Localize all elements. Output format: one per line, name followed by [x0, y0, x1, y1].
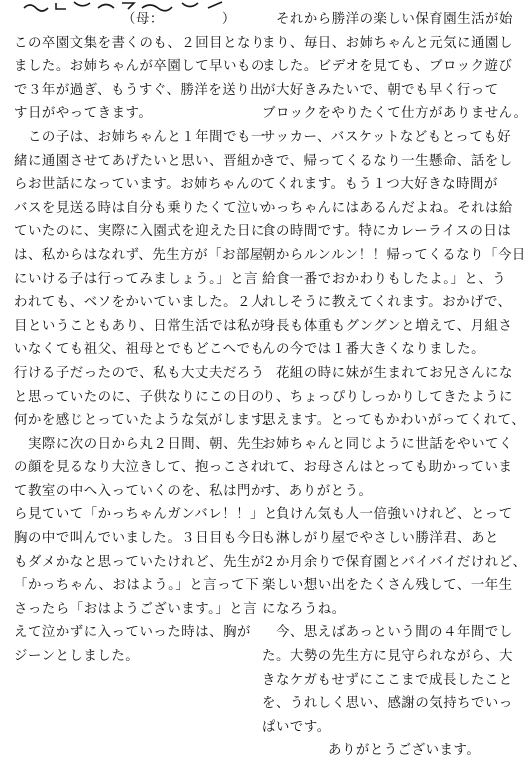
- left-column: [14, 8, 278, 669]
- text-line: になろうね。: [262, 601, 346, 617]
- text-line: てくれます。もう１つ大好きな時間が: [262, 177, 498, 193]
- text-line: り、ちょっぴりしっかりしてきたように: [262, 389, 513, 405]
- text-line: 食の時間です。特にカレーライスの日は: [262, 224, 512, 240]
- text-line: 何かを感じとっていたような気がします。: [14, 413, 278, 429]
- text-line: れて、お母さんはとっても助かっていま: [262, 460, 513, 476]
- text-line: 今、思えばあっという間の４年間でし: [262, 625, 513, 641]
- text-line: えて泣かずに入っていった時は、胸が: [14, 625, 251, 641]
- text-line: 身長も体重もグングンと増えて、月組さ: [262, 318, 513, 334]
- text-line: 思えます。とってもかわいがってくれて、: [262, 413, 526, 429]
- text-line: 花組の時に妹が生まれてお兄さんにな: [262, 365, 513, 381]
- text-line: われても、ベソをかいていました。２人: [14, 295, 265, 311]
- text-line: いなくても祖父、祖母とでもどこへでも: [14, 342, 265, 358]
- text-line: ジーンとしました。: [14, 649, 140, 665]
- text-line: ２か月余りで保育園とバイバイだけれど、: [262, 554, 527, 570]
- text-line: ました。お姉ちゃんが卒園して早いもの: [14, 59, 265, 75]
- author-suffix: ）: [221, 12, 236, 27]
- text-line: た。大勢の先生方に見守られながら、大: [262, 649, 513, 665]
- text-line: 朝からルンルン！！帰ってくるなり「今日: [262, 247, 526, 263]
- text-line: れしそうに教えてくれます。おかげで、: [262, 295, 512, 311]
- text-line: 給食一番でおかわりもしたよ。」と、う: [262, 271, 507, 287]
- text-line: が大好きみたいで、朝でも早く行って: [262, 82, 499, 98]
- closing-line: ありがとうございます。: [328, 743, 481, 759]
- text-line: は、私からはなれず、先生方が「お部屋: [14, 247, 264, 263]
- text-line: きなケガもせずにここまで成長したこと: [262, 672, 513, 688]
- text-line: も淋しがり屋でやさしい勝洋君、あと: [262, 531, 499, 547]
- text-line: ました。ビデオを見ても、ブロック遊び: [262, 59, 513, 75]
- text-line: まり、毎日、お姉ちゃんと元気に通園し: [262, 35, 513, 51]
- text-line: ぱいです。: [262, 719, 331, 735]
- text-line: す、ありがとう。: [262, 483, 373, 499]
- author-line: [14, 8, 242, 32]
- text-line: にいける子は行ってみましょう。」と言: [14, 271, 259, 287]
- text-line: ていたのに、実際に入園式を迎えた日に: [14, 224, 265, 240]
- text-line: もダメかなと思っていたけれど、先生が: [14, 554, 265, 570]
- text-line: この子は、お姉ちゃんと１年間でも一: [14, 129, 265, 145]
- text-line: かっちゃんにはあるんだよね。それは給: [262, 200, 513, 216]
- text-line: 胸の中で叫んでいました。３日目も今日: [14, 531, 265, 547]
- text-line: 負けん気も人一倍強いけれど、とって: [262, 507, 513, 523]
- text-line: お姉ちゃんと同じように世話をやいてく: [262, 436, 513, 452]
- text-line: ら見ていて「かっちゃんガンバレ！！」と: [14, 507, 278, 523]
- text-line: バスを見送る時は自分も乗りたくて泣い: [14, 200, 265, 216]
- column-divider: [248, 10, 249, 610]
- text-line: この卒園文集を書くのも、２回目となり: [14, 35, 265, 51]
- text-line: て教室の中へ入っていくのを、私は門か: [14, 483, 265, 499]
- text-line: の顔を見るなり大泣きして、抱っこされ: [14, 460, 265, 476]
- text-line: さったら「おはようございます。」と言: [14, 601, 258, 617]
- text-line: きで、帰ってくるなり一生懸命、話をし: [262, 153, 513, 169]
- text-line: 行ける子だったので、私も大丈夫だろう: [14, 365, 265, 381]
- text-line: んの今では１番大きくなりました。: [262, 342, 486, 358]
- author-prefix: （母：: [122, 12, 164, 27]
- text-line: らお世話になっています。お姉ちゃんの: [14, 177, 264, 193]
- text-line: それから勝洋の楽しい保育園生活が始: [262, 12, 513, 27]
- text-line: で３年が過ぎ、もうすぐ、勝洋を送り出: [14, 82, 265, 98]
- text-line: 緒に通園させてあげたいと思い、晋組か: [14, 153, 265, 169]
- text-line: を、うれしく思い、感謝の気持ちでいっ: [262, 696, 513, 712]
- text-line: ブロックをやりたくて仕方がありません。: [262, 106, 527, 122]
- text-line: 実際に次の日から丸２日間、朝、先生: [14, 436, 265, 452]
- text-line: サッカー、バスケットなどもとっても好: [262, 129, 512, 145]
- text-line: と思っていたのに、子供なりにこの日の: [14, 389, 265, 405]
- text-line: 目ということもあり、日常生活では私が: [14, 318, 265, 334]
- text-line: す日がやってきます。: [14, 106, 153, 122]
- text-line: 「かっちゃん、おはよう。」と言って下: [14, 578, 260, 594]
- text-line: 楽しい想い出をたくさん残して、一年生: [262, 578, 513, 594]
- right-column: [262, 8, 527, 763]
